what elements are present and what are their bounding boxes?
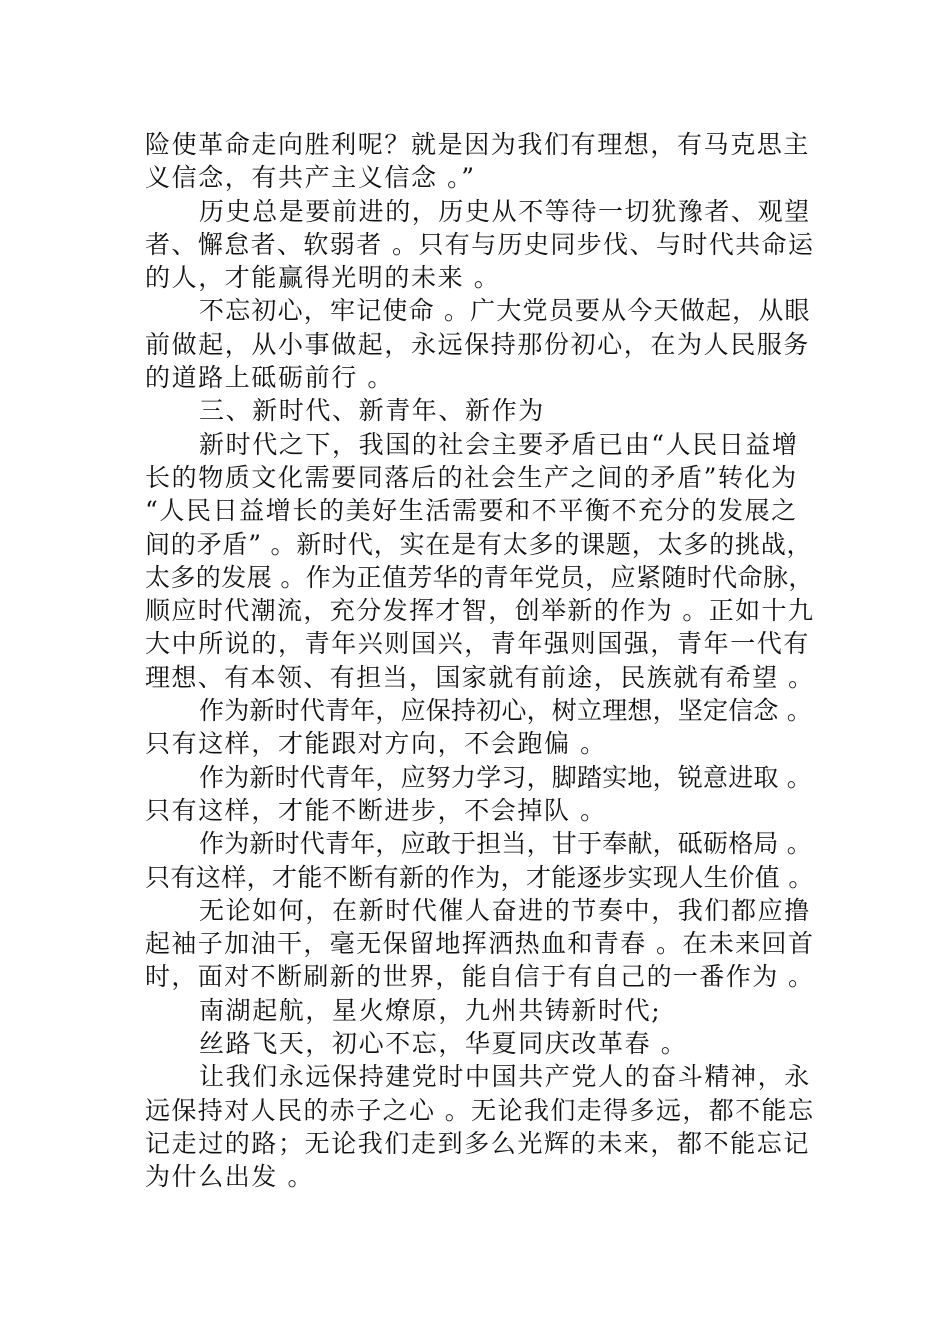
text-line: 的人，才能赢得光明的未来 。 [145, 263, 501, 293]
text-line: 时，面对不断刷新的世界，能自信于有自己的一番作为 。 [145, 962, 815, 992]
section-heading: 三、新时代、新青年、新作为 [199, 396, 545, 426]
text-line: 前做起，从小事做起，永远保持那份初心，在为人民服务 [145, 329, 811, 359]
text-line: 长的物质文化需要同落后的社会生产之间的矛盾”转化为 [145, 462, 798, 492]
text-line: “人民日益增长的美好生活需要和不平衡不充分的发展之 [145, 496, 798, 526]
text-line: 作为新时代青年，应保持初心，树立理想，坚定信念 。 [199, 696, 812, 726]
text-line: 只有这样，才能跟对方向，不会跑偏 。 [145, 729, 607, 759]
text-line: 理想、有本领、有担当，国家就有前途，民族就有希望 。 [145, 662, 815, 692]
text-line: 险使革命走向胜利呢？就是因为我们有理想，有马克思主 [145, 130, 811, 159]
text-line: 大中所说的，青年兴则国兴，青年强则国强，青年一代有 [145, 629, 811, 659]
text-line: 为什么出发 。 [145, 1162, 315, 1192]
text-line: 不忘初心，牢记使命 。广大党员要从今天做起，从眼 [199, 296, 811, 326]
text-line: 只有这样，才能不断有新的作为，才能逐步实现人生价值 。 [145, 862, 814, 892]
text-line: 太多的发展 。作为正值芳华的青年党员，应紧随时代命脉， [145, 562, 814, 592]
text-line: 顺应时代潮流，充分发挥才智，创举新的作为 。正如十九 [145, 596, 815, 626]
text-line: 记走过的路；无论我们走到多么光辉的未来，都不能忘记 [145, 1128, 811, 1158]
text-line: 只有这样，才能不断进步，不会掉队 。 [145, 795, 607, 825]
text-line: 者、懈怠者、软弱者 。只有与历史同步伐、与时代共命运 [145, 229, 815, 259]
document-body [145, 128, 815, 1194]
text-line: 间的矛盾” 。新时代，实在是有太多的课题，太多的挑战， [145, 529, 813, 559]
text-line: 起袖子加油干，毫无保留地挥洒热血和青春 。在未来回首 [145, 929, 815, 959]
text-line: 新时代之下，我国的社会主要矛盾已由“人民日益增 [199, 429, 799, 459]
text-line: 南湖起航，星火燎原，九州共铸新时代; [199, 995, 662, 1025]
text-line: 历史总是要前进的，历史从不等待一切犹豫者、观望 [199, 196, 811, 226]
text-line: 义信念，有共产主义信念 。” [145, 163, 476, 193]
text-line: 作为新时代青年，应努力学习，脚踏实地，锐意进取 。 [199, 762, 812, 792]
text-line: 让我们永远保持建党时中国共产党人的奋斗精神，永 [199, 1062, 811, 1092]
text-line: 丝路飞天，初心不忘，华夏同庆改革春 。 [199, 1029, 688, 1059]
text-line: 作为新时代青年，应敢于担当，甘于奉献，砥砺格局 。 [199, 829, 812, 859]
text-line: 的道路上砥砺前行 。 [145, 363, 394, 393]
text-line: 无论如何，在新时代催人奋进的节奏中，我们都应撸 [199, 895, 811, 925]
text-line: 远保持对人民的赤子之心 。无论我们走得多远，都不能忘 [145, 1095, 815, 1125]
